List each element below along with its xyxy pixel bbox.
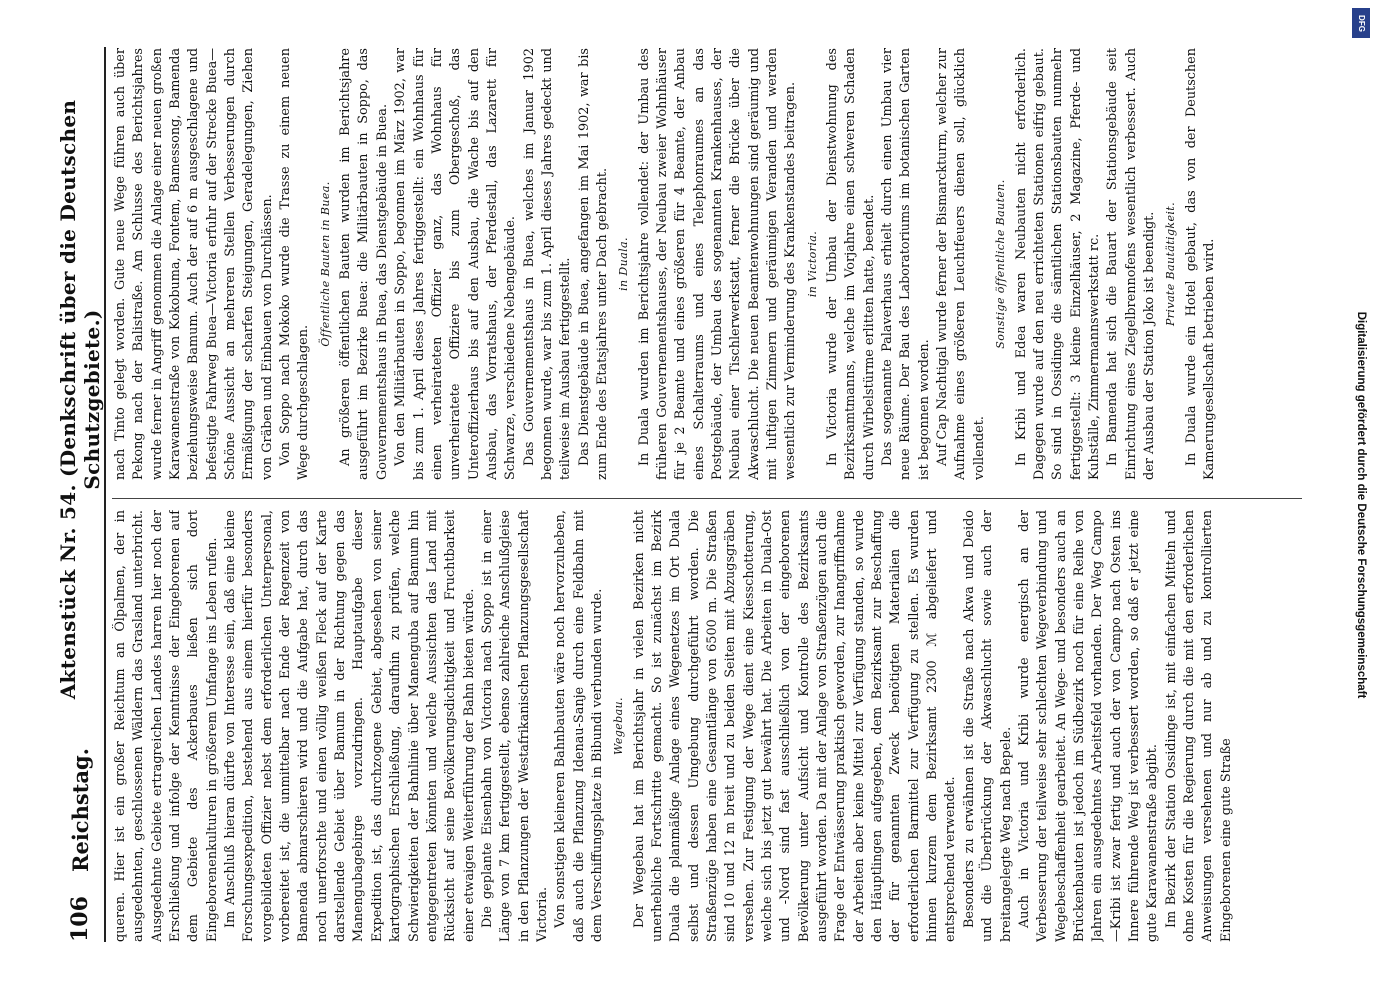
dfg-logo-text: DFG (1356, 14, 1366, 32)
paragraph: Im Anschluß hieran dürfte von Interesse sein, daß eine kleine Forschungsexpedition, bestehend aus einem hierfür besonders vorgebildeten Offizier nebst dem erforderlichen Unterpersonal, vorbereitet ist, die unmittelbar nach Ende der Regenzeit von Bamenda abmarschieren wird und die Aufgabe hat, durch das noch unerforschte und einen völlig weißen Fleck auf der Karte darstellende Gebiet über Bamum in der Richtung gegen das Manengubagebirge vorzudringen. Hauptaufgabe dieser Expedition ist, das durchzogene Gebiet, abgesehen von seiner kartographischen Erschließung, daraufhin zu prüfen, welche Schwierigkeiten der Bahnlinie über Manenguba auf Bamum hin entgegentreten könnten und welche Aussichten das Land mit Rücksicht auf seine Bevölkerungsdichtigkeit und Fruchtbarkeit einer etwaigen Weiterführung der Bahn bieten würde. (223, 510, 477, 942)
section-heading-sonstige: Sonstige öffentliche Bauten. (994, 179, 1008, 349)
running-title: Reichstag. (67, 748, 93, 872)
paragraph: Auch in Victoria und Kribi wurde energisch an der Verbesserung der teilweise sehr schlechten Wegeverbindung und Wegebeschaffenheit gearbeitet. An Wege- und besonders auch an Brückenbauten ist jedoch im Südbezirk noch für eine Reihe von Jahren ein ausgedehntes Arbeitsfeld vorhanden. Der Weg Campo—Kribi ist zwar fertig und auch der von Campo nach Osten ins Innere führende Weg ist verbessert worden, so daß er jetzt eine gute Karawanenstraße abgibt. (1016, 510, 1161, 942)
digitization-note (1349, 30, 1373, 980)
paragraph: In Victoria wurde der Umbau der Dienstwohnung des Bezirksamtmanns, welche im Vorjahre einen schweren Schaden durch Wirbelstürme erlitten hatte, beendet. (825, 48, 877, 480)
page-header (56, 47, 104, 942)
page-number: 106 (67, 896, 93, 942)
paragraph: In Bamenda hat sich die Bauart der Stationsgebäude seit Einrichtung eines Ziegelbrennofens wesentlich verbessert. Auch der Ausbau der Station Joko ist beendigt. (1105, 48, 1157, 480)
paragraph: Von sonstigen kleineren Bahnbauten wäre noch hervorzuheben, daß auch die Pflanzung Idenau-Sanje durch eine Feldbahn mit dem Verschiffungsplatze in Bibundi verbunden wurde. (553, 510, 605, 942)
section-heading-victoria: in Victoria. (805, 230, 819, 298)
paragraph: An größeren öffentlichen Bauten wurden im Berichtsjahre ausgeführt im Bezirke Buea: die Militärbauten in Soppo, das Gouvernementshaus in Buea, das Dienstgebäude in Buea. (338, 48, 390, 480)
paragraph: Das sogenannte Palaverhaus erhielt durch einen Umbau vier neue Räume. Der Bau des Laboratoriums im botanischen Garten ist begonnen worden. (880, 48, 932, 480)
paragraph: Das Gouvernementshaus in Buea, welches im Januar 1902 begonnen wurde, war bis zum 1. April dieses Jahres gedeckt und teilweise im Ausbau fertiggestellt. (521, 48, 574, 480)
paragraph: Auf Cap Nachtigal wurde ferner der Bismarckturm, welcher zur Aufnahme eines größeren Leuchtfeuers dienen soll, glücklich vollendet. (935, 48, 987, 480)
column-divider (112, 498, 1302, 499)
left-column (112, 510, 1302, 942)
paragraph: queren. Hier ist ein großer Reichtum an Ölpalmen, der in ausgedehnten, geschlossenen Wäldern das Grasland unterbricht. Ausgedehnte Gebiete ertragreichen Landes harren hier noch der Erschließung und infolge der Kenntnisse der Eingeborenen auf dem Gebiete des Ackerbaues ließen sich dort Eingeborenenkulturen in größerem Umfange ins Leben rufen. (113, 510, 220, 942)
paragraph: In Duala wurde ein Hotel gebaut, das von der Deutschen Kamerungesellschaft betrieben wird. (1183, 48, 1217, 480)
right-column (112, 48, 1302, 480)
paragraph: Von Soppo nach Mokoko wurde die Trasse zu einem neuen Wege durchgeschlagen. (278, 48, 312, 480)
paragraph: Von den Militärbauten in Soppo, begonnen im März 1902, war bis zum 1. April dieses Jahres fertiggestellt: ein Wohnhaus für einen verheirateten Offizier ganz, das Wohnhaus für unverheiratete Offiziere bis zum Obergeschoß, das Unteroffizierhaus bis auf den Ausbau, die Wache bis auf den Ausbau, das Vorratshaus, der Pferdestall, das Lazarett für Schwarze, verschiedene Nebengebäude. (393, 48, 519, 480)
paragraph: Die geplante Eisenbahn von Victoria nach Soppo ist in einer Länge von 7 km fertiggestellt, ebenso zahlreiche Anschlußgleise in den Pflanzungen der Westafrikanischen Pflanzungsgesellschaft Victoria. (479, 510, 550, 942)
paragraph: In Duala wurden im Berichtsjahre vollendet: der Umbau des früheren Gouvernementshauses, der Neubau zweier Wohnhäuser für je 2 Beamte und eines größeren für 4 Beamte, der Anbau eines Schalterraums und eines Telephonraumes an das Postgebäude, der Umbau des sogenannten Krankenhauses, der Neubau einer Tischlerwerkstatt, ferner die Brücke über die Akwaschlucht. Die neuen Beamtenwohnungen sind geräumig und mit luftigen Zimmern und geräumigen Veranden und werden wesentlich zur Verminderung des Krankenstandes beitragen. (636, 48, 799, 480)
digitization-note-text: Digitalisierung gefördert durch die Deutsche Forschungsgemeinschaft (1355, 311, 1367, 699)
paragraph: Im Bezirk der Station Ossidinge ist, mit einfachen Mitteln und ohne Kosten für die Regierung durch die mit den erforderlichen Anweisungen versehenen und nur ab und zu kontrollierten Eingeborenen eine gute Straße (1163, 510, 1234, 942)
paragraph: Der Wegebau hat im Berichtsjahr in vielen Bezirken nicht unerhebliche Fortschritte gemacht. So ist zunächst im Bezirk Duala die planmäßige Anlage eines Wegenetzes im Ort Duala selbst und dessen Umgebung durchgeführt worden. Die Straßenzüge haben eine Gesamtlänge von 6500 m. Die Straßen sind 10 und 12 m breit und zu beiden Seiten mit Abzugsgräben versehen. Zur Festigung der Wege dient eine Kiesschotterung, welche sich bis jetzt gut bewährt hat. Die Arbeiten in Duala-Ost und -Nord sind fast ausschließlich von der eingeborenen Bevölkerung unter Aufsicht und Kontrolle des Bezirksamts ausgeführt worden. Da mit der Anlage von Straßenzügen auch die Frage der Entwässerung praktisch geworden, zur Inangriffnahme der Arbeiten aber keine Mittel zur Verfügung standen, so wurde den Häuptlingen aufgegeben, dem Bezirksamt zur Beschaffung der für genannten Zweck benötigten Materialien die erforderlichen Barmittel zur Verfügung zu stellen. Es wurden hinnen kurzem dem Bezirksamt 2300 ℳ abgeliefert und entsprechend verwendet. (631, 510, 959, 942)
section-heading-buea: Öffentliche Bauten in Buea. (318, 181, 332, 347)
page-title: Aktenstück Nr. 54. (Denkschrift über die Deutschen Schutzgebiete.) (56, 99, 104, 700)
section-heading-duala: in Duala. (617, 237, 631, 291)
paragraph: Das Dienstgebäude in Buea, angefangen im Mai 1902, war bis zum Ende des Etatsjahres unter Dach gebracht. (576, 48, 610, 480)
section-heading-wegebau: Wegebau. (612, 697, 626, 755)
section-heading-private: Private Bautätigkeit. (1164, 201, 1178, 327)
header-rule (104, 47, 106, 942)
paragraph: In Kribi und Edea waren Neubauten nicht erforderlich. Dagegen wurde auf den neu errichteten Stationen eifrig gebaut. So sind in Ossidinge die sämtlichen Stationsbauten nunmehr fertiggestellt: 3 kleine Einzelhäuser, 2 Magazine, Pferde- und Kuhställe, Zimmermannswerkstatt rc. (1013, 48, 1102, 480)
paragraph: Besonders zu erwähnen ist die Straße nach Akwa und Deido und die Überbrückung der Akwaschlucht sowie auch der breitangelegte Weg nach Bepele. (961, 510, 1014, 942)
paragraph: nach Tinto gelegt worden. Gute neue Wege führen auch über Pekong nach der Balistraße. Am Schlusse des Berichtsjahres wurde ferner in Angriff genommen die Anlage einer neuen großen Karawanenstraße von Kokobuma, Fontem, Bamessong, Bamenda beziehungsweise Bamum. Auch der auf 6 m ausgeschlagene und befestigte Fahrweg Buea—Victoria erfuhr auf der Strecke Buea—Schöne Aussicht an mehreren Stellen Verbesserungen durch Ermäßigung der scharfen Steigungen, Geradelegungen, Ziehen von Gräben und Einbauen von Durchlässen. (113, 48, 275, 480)
